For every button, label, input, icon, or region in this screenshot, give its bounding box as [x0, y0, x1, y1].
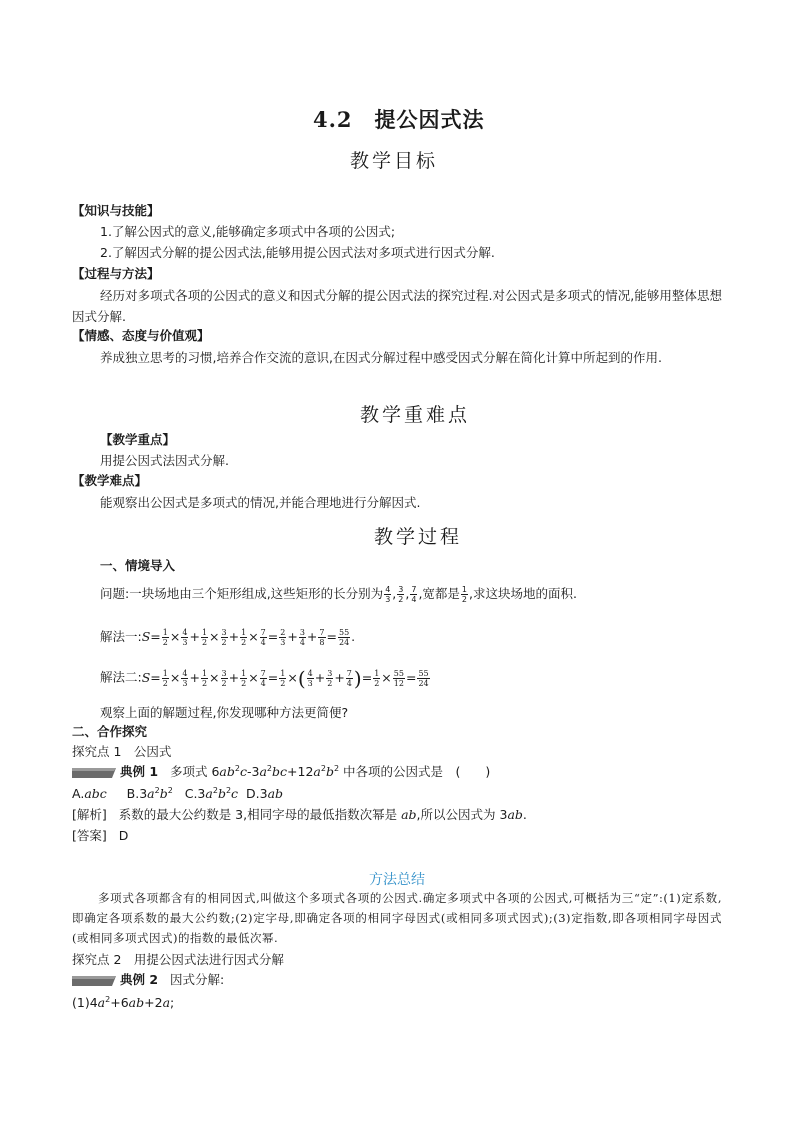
example-2: 典例 2 因式分解:	[72, 972, 224, 988]
example-banner-icon	[72, 767, 116, 779]
example-1-options: A.abc $B.3a^2b^2$ $C.3a^2b^2c$ D.3ab	[72, 785, 284, 801]
knowledge-item-1: 1.了解公因式的意义,能够确定多项式中各项的公因式;	[100, 224, 396, 239]
example-1: 典例 1 多项式 $6ab^2c-3a^2bc+12a^2b^2$ 中各项的公因式是 ( )	[72, 764, 490, 780]
method-summary-text: 多项式各项都含有的相同因式,叫做这个多项式各项的公因式.确定多项式中各项的公因式,可概括为三“定”:(1)定系数,即确定各项系数的最大公约数;(2)定字母,即确定各项的相同字母因式(或相同多项式因式);(3)定指数,即各项相同字母因式(或相同多项式因式)的指数的最低次幂.	[72, 891, 722, 945]
attitude-text: 养成独立思考的习惯,培养合作交流的意识,在因式分解过程中感受因式分解在简化计算中所起到的作用.	[100, 350, 662, 365]
part1-heading: 一、情境导入	[100, 558, 176, 573]
attitude-label: 【情感、态度与价值观】	[72, 328, 210, 343]
part2-heading: 二、合作探究	[72, 724, 148, 739]
question-text: 问题:一块场地由三个矩形组成,这些矩形的长分别为 $\frac{4}{3}$ , $\frac{3}{2}$ , $\frac{7}{4}$ ,宽都是 $\frac{1}{2}$ ,求这块场地的面积.	[100, 585, 577, 604]
explore-point-1: 探究点 1 公因式	[72, 744, 172, 759]
explore-point-2: 探究点 2 用提公因式法进行因式分解	[72, 952, 284, 967]
process-text: 经历对多项式各项的公因式的意义和因式分解的提公因式法的探究过程.对公因式是多项式的情况,能够用整体思想因式分解.	[72, 288, 722, 324]
example-banner-icon	[72, 975, 116, 987]
knowledge-item-2: 2.了解因式分解的提公因式法,能够用提公因式法对多项式进行因式分解.	[100, 245, 495, 260]
solution-method-2: 解法二:S= $\frac{1}{2}$ × $\frac{4}{3}$ + $\frac{1}{2}$ × $\frac{3}{2}$ + $\frac{1}{2}$ × $\frac{7}{4}$ = $\frac{1}{2}$ ×( $\frac{4}{3}$ + $\frac{3}{2}$ + $\frac{7}{4}$ )= $\frac{1}{2}$ × $\frac{55}{12}$ = $\frac{55}{24}$	[100, 666, 429, 690]
key-label: 【教学重点】	[100, 432, 176, 447]
knowledge-label: 【知识与技能】	[72, 203, 160, 218]
section-heading-key-points: 教学重难点	[360, 404, 471, 426]
section-heading-process: 教学过程	[374, 526, 463, 548]
analysis: [解析] 系数的最大公约数是 3,相同字母的最低指数次幂是 ab,所以公因式为 3ab.	[72, 807, 527, 822]
method-summary-title: 方法总结	[369, 872, 425, 888]
difficult-text: 能观察出公因式是多项式的情况,并能合理地进行分解因式.	[100, 495, 421, 510]
difficult-label: 【教学难点】	[72, 473, 148, 488]
answer: [答案] D	[72, 828, 129, 843]
page-title: 4.2 提公因式法	[313, 107, 485, 132]
observe-text: 观察上面的解题过程,你发现哪种方法更简便?	[100, 705, 349, 720]
example-2-item-1: $(1)4a^2+6ab+2a$;	[72, 994, 175, 1010]
solution-method-1: 解法一:S= $\frac{1}{2}$ × $\frac{4}{3}$ + $\frac{1}{2}$ × $\frac{3}{2}$ + $\frac{1}{2}$ × $\frac{7}{4}$ = $\frac{2}{3}$ + $\frac{3}{4}$ + $\frac{7}{8}$ = $\frac{55}{24}$ .	[100, 628, 356, 647]
section-heading-objectives: 教学目标	[350, 150, 439, 172]
key-text: 用提公因式法因式分解.	[100, 453, 229, 468]
process-label: 【过程与方法】	[72, 266, 160, 281]
